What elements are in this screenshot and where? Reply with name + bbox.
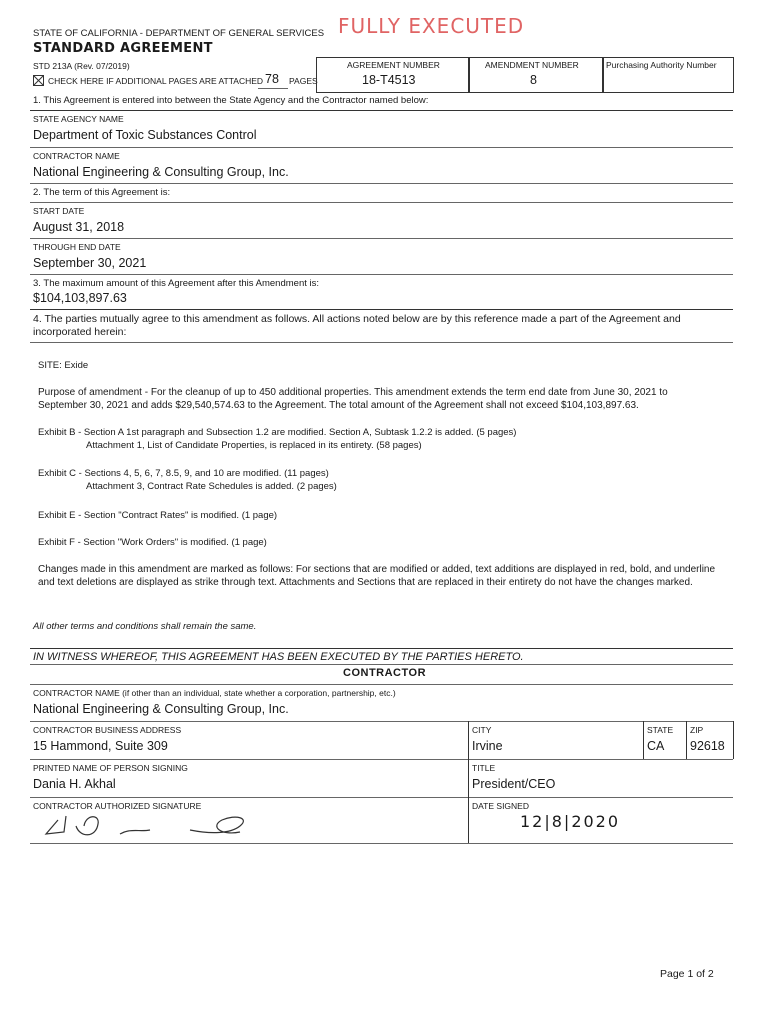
additional-pages-label: CHECK HERE IF ADDITIONAL PAGES ARE ATTACHED (48, 76, 264, 86)
agreement-number-label: AGREEMENT NUMBER (347, 60, 440, 70)
state-agency-label: STATE AGENCY NAME (33, 114, 124, 124)
start-date: August 31, 2018 (33, 220, 125, 234)
printed-name: Dania H. Akhal (33, 777, 116, 791)
contractor-name-label: CONTRACTOR NAME (33, 151, 120, 161)
city-label: CITY (472, 725, 492, 735)
section-4-text: 4. The parties mutually agree to this amendment as follows. All actions noted below are by this reference made a part of the Agreement and incorporated herein: (33, 313, 681, 338)
fully-executed-stamp: FULLY EXECUTED (338, 14, 525, 38)
business-address: 15 Hammond, Suite 309 (33, 739, 168, 753)
exhibit-e-line: Exhibit E - Section "Contract Rates" is modified. (1 page) (38, 510, 278, 521)
signer-title: President/CEO (472, 777, 556, 791)
state-agency-name: Department of Toxic Substances Control (33, 128, 257, 142)
pages-label: PAGES (289, 76, 318, 86)
business-address-label: CONTRACTOR BUSINESS ADDRESS (33, 725, 182, 735)
contractor-name-block: National Engineering & Consulting Group, Inc. (33, 702, 289, 716)
page-number: Page 1 of 2 (660, 968, 714, 980)
date-signed-label: DATE SIGNED (472, 801, 529, 811)
exhibit-c-line-2: Attachment 3, Contract Rate Schedules is added. (2 pages) (86, 481, 337, 492)
exhibit-b-line-2: Attachment 1, List of Candidate Properties, is replaced in its entirety. (58 pages) (86, 440, 422, 451)
exhibit-b-line-1: Exhibit B - Section A 1st paragraph and Subsection 1.2 are modified. Section A, Subtask 1.2.2 is added. (5 pages) (38, 427, 517, 438)
signature-label: CONTRACTOR AUTHORIZED SIGNATURE (33, 801, 202, 811)
title-label: TITLE (472, 763, 496, 773)
printed-name-label: PRINTED NAME OF PERSON SIGNING (33, 763, 188, 773)
zip-label: ZIP (690, 725, 704, 735)
city: Irvine (472, 739, 503, 753)
start-date-label: START DATE (33, 206, 85, 216)
section-3-text: 3. The maximum amount of this Agreement after this Amendment is: (33, 278, 320, 289)
purchasing-authority-label: Purchasing Authority Number (606, 60, 717, 70)
amendment-number-label: AMENDMENT NUMBER (485, 60, 579, 70)
handwritten-signature (40, 808, 260, 844)
pages-count: 78 (265, 72, 279, 86)
exhibit-c-line-1: Exhibit C - Sections 4, 5, 6, 7, 8.5, 9, and 10 are modified. (11 pages) (38, 468, 329, 479)
state: CA (647, 739, 665, 753)
exhibit-f-line: Exhibit F - Section "Work Orders" is modified. (1 page) (38, 537, 267, 548)
end-date-label: THROUGH END DATE (33, 242, 121, 252)
section-2-text: 2. The term of this Agreement is: (33, 187, 171, 198)
end-date: September 30, 2021 (33, 256, 147, 270)
form-number: STD 213A (Rev. 07/2019) (33, 61, 130, 71)
amendment-number: 8 (530, 73, 537, 87)
department-label: STATE OF CALIFORNIA - DEPARTMENT OF GENERAL SERVICES (33, 28, 325, 39)
additional-pages-checkbox[interactable] (33, 75, 44, 86)
zip: 92618 (690, 739, 725, 753)
state-label: STATE (647, 725, 674, 735)
contractor-name-block-label: CONTRACTOR NAME (if other than an individual, state whether a corporation, partnership, etc.) (33, 688, 396, 698)
maximum-amount: $104,103,897.63 (33, 291, 127, 305)
changes-legend: Changes made in this amendment are marked as follows: For sections that are modified or added, text additions are displayed in red, bold, and underline and text deletions are displayed as strike through text. Attachments and Sections that are replaced in their entirety do not have the changes marked. (38, 564, 716, 588)
contractor-heading: CONTRACTOR (343, 667, 427, 679)
date-signed: 12|8|2020 (520, 812, 621, 831)
contractor-name: National Engineering & Consulting Group, Inc. (33, 165, 289, 179)
in-witness-text: IN WITNESS WHEREOF, THIS AGREEMENT HAS BEEN EXECUTED BY THE PARTIES HERETO. (33, 651, 524, 663)
agreement-number: 18-T4513 (362, 73, 416, 87)
site-name: SITE: Exide (38, 360, 89, 371)
form-title: STANDARD AGREEMENT (33, 41, 213, 56)
all-other-terms: All other terms and conditions shall remain the same. (33, 621, 257, 632)
purpose-text: Purpose of amendment - For the cleanup of up to 450 additional properties. This amendment extends the term end date from June 30, 2021 to September 30, 2021 and adds $29,540,574.63 to the Agreement. The total amount of the Agreement shall not exceed $104,103,897.63. (38, 387, 668, 411)
check-x-icon (34, 76, 43, 85)
section-1-text: 1. This Agreement is entered into between the State Agency and the Contractor named below: (33, 95, 429, 106)
